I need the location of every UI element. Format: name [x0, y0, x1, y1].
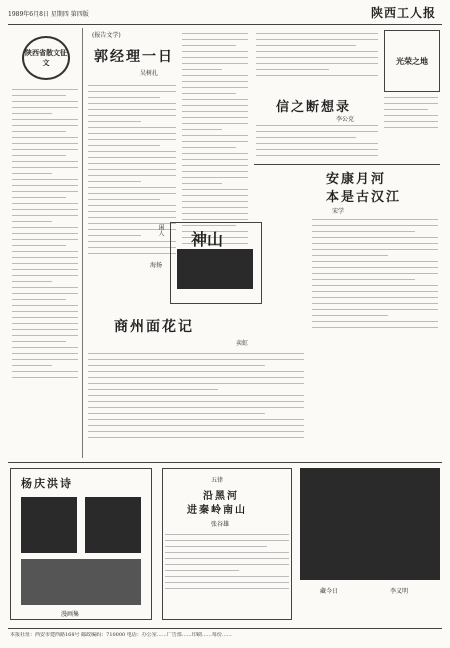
mid-rule [254, 164, 440, 165]
masthead [8, 6, 442, 24]
woodcut-art [177, 249, 253, 289]
right-story [310, 168, 440, 468]
comic-title: 杨庆洪诗 [21, 477, 73, 490]
notes-section [86, 306, 306, 456]
bottom-comic [10, 468, 152, 620]
lower-rule [8, 462, 442, 463]
notes-author: 卖虹 [236, 340, 249, 347]
poem-author: 张谷雄 [211, 521, 230, 528]
bottom-art [300, 468, 440, 618]
feature-vertical-label: 闲人 [157, 224, 164, 236]
middle-feature [170, 222, 262, 304]
date-line: 1989年6月8日 星期四 第四版 [8, 11, 89, 18]
woodcut-right [300, 468, 440, 580]
logo-text: 光荣之地 [396, 55, 428, 66]
comic-panel-3 [21, 559, 141, 605]
art-caption: 藏今日 [320, 588, 339, 595]
story-tag: (报告文学) [92, 32, 121, 39]
right-title-line1: 安康月河 [326, 172, 387, 187]
right-author: 宋学 [332, 208, 345, 215]
credit-title: 信之断想录 [276, 100, 352, 115]
story-title: 郭经理一日 [94, 49, 174, 65]
footer-rule [8, 628, 442, 629]
art-author: 李义明 [390, 588, 409, 595]
poem-title-2: 进秦岭南山 [187, 505, 247, 516]
left-column [10, 28, 80, 458]
story-author: 吴树扎 [140, 70, 159, 77]
comic-panel-1 [21, 497, 77, 553]
feature-author: 海扬 [150, 262, 163, 269]
left-text-block [12, 84, 78, 383]
bottom-poem [162, 468, 292, 620]
poem-title-1: 沿黑河 [203, 491, 239, 502]
column-divider [82, 28, 83, 458]
header-rule [8, 24, 442, 25]
right-title-line2: 本是古汉江 [326, 190, 402, 205]
notes-title: 商州面花记 [114, 319, 194, 335]
paper-name: 陕西工人报 [370, 6, 436, 20]
credit-author: 李公克 [336, 116, 355, 123]
logo-box [384, 30, 440, 92]
comic-panel-2 [85, 497, 141, 553]
footer-text: 本报社址：西安市建西路168号 邮政编码：710000 电话：办公室……广告部……印刷……每份…… [10, 632, 232, 638]
feature-title: 神山 [191, 230, 224, 249]
logo-side-text [384, 92, 438, 133]
seal-badge [22, 36, 70, 80]
credit-story [254, 28, 380, 163]
seal-text: 陕西省散文征文 [25, 48, 67, 67]
comic-caption: 漫画集 [61, 611, 80, 618]
poem-tag: 五律 [211, 477, 224, 484]
